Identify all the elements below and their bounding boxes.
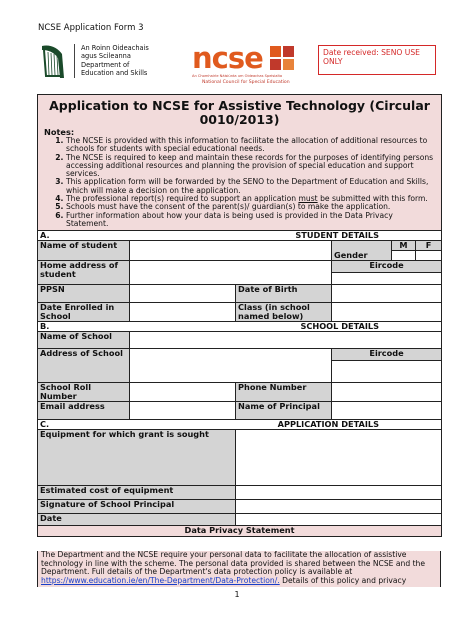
dept-line-3: Department of xyxy=(81,60,130,69)
section-letter: B. xyxy=(40,321,50,332)
privacy-statement xyxy=(37,551,441,587)
page-number: 1 xyxy=(234,590,240,599)
privacy-text: The Department and the NCSE require your personal data to facilitate the allocation of assistive technology in line with the scheme. The personal data provided is shared between the NCSE and the Department. Full details of the Department's data protection policy is available at xyxy=(41,551,426,577)
note-item: 3. This application form will be forwarded by the SENO to the Department of Education and Skills, which will make a decision on the application. xyxy=(66,178,435,195)
department-logo xyxy=(36,44,181,80)
section-letter: C. xyxy=(40,419,50,430)
principal-field[interactable] xyxy=(332,402,442,420)
privacy-text-after: Details of this policy and privacy xyxy=(279,575,407,585)
email-label: Email address xyxy=(38,402,130,420)
class-field[interactable] xyxy=(332,303,442,322)
ncse-irish-name: An Chomhairle Náisiúnta um Oideachas Speisialta xyxy=(192,74,283,78)
section-c-header xyxy=(38,420,442,430)
dob-label: Date of Birth xyxy=(236,285,332,303)
equipment-field[interactable] xyxy=(236,430,442,486)
ppsn-field[interactable] xyxy=(130,285,236,303)
dept-line-4: Education and Skills xyxy=(81,69,148,78)
dept-line-2: agus Scileanna xyxy=(81,52,131,61)
student-address-field[interactable] xyxy=(130,261,332,285)
phone-field[interactable] xyxy=(332,383,442,402)
school-address-label: Address of School xyxy=(38,349,130,383)
gender-f-label: F xyxy=(416,241,442,251)
application-form-table xyxy=(37,94,442,537)
school-name-field[interactable] xyxy=(130,332,442,349)
section-title: SCHOOL DETAILS xyxy=(300,321,380,332)
section-title: STUDENT DETAILS xyxy=(295,230,380,241)
section-a-header xyxy=(38,231,442,241)
note-text: be submitted with this form. xyxy=(320,194,428,204)
student-eircode-field[interactable] xyxy=(332,273,442,285)
data-protection-link[interactable]: https://www.education.ie/en/The-Department/Data-Protection/. xyxy=(41,575,280,585)
ncse-english-name: National Council for Special Education xyxy=(202,80,290,85)
date-enrolled-field[interactable] xyxy=(130,303,236,322)
form-title: Application to NCSE for Assistive Technology (Circular 0010/2013) xyxy=(49,98,430,127)
note-item: 1. The NCSE is provided with this information to facilitate the allocation of additional resources to schools for students with special educational needs. xyxy=(66,137,435,154)
cost-label: Estimated cost of equipment xyxy=(38,486,236,500)
signature-field[interactable] xyxy=(236,500,442,514)
student-eircode-label: Eircode xyxy=(332,261,442,273)
school-address-field[interactable] xyxy=(130,349,332,383)
school-eircode-field[interactable] xyxy=(332,361,442,383)
signature-label: Signature of School Principal xyxy=(38,500,236,514)
class-label: Class (in school named below) xyxy=(236,303,332,322)
equipment-label: Equipment for which grant is sought xyxy=(38,430,236,486)
note-item: 5. Schools must have the consent of the parent(s)/ guardian(s) to make the application. xyxy=(66,203,435,211)
cost-field[interactable] xyxy=(236,486,442,500)
form-number: NCSE Application Form 3 xyxy=(38,23,144,33)
notes-list xyxy=(44,137,435,228)
harp-icon xyxy=(36,44,68,80)
date-label: Date xyxy=(38,514,236,526)
ppsn-label: PPSN xyxy=(38,285,130,303)
student-name-field[interactable] xyxy=(130,241,332,261)
notes-heading: Notes: xyxy=(44,127,75,137)
student-name-label: Name of student xyxy=(38,241,130,261)
dept-line-1: An Roinn Oideachais xyxy=(81,44,149,52)
title-notes-cell xyxy=(38,95,442,231)
section-letter: A. xyxy=(40,230,50,241)
date-enrolled-label: Date Enrolled in School xyxy=(38,303,130,322)
gender-m-label: M xyxy=(392,241,416,251)
note-emphasis: must xyxy=(298,194,318,204)
department-name xyxy=(74,44,149,78)
gender-m-checkbox[interactable] xyxy=(392,251,416,261)
roll-number-label: School Roll Number xyxy=(38,383,130,402)
ncse-squares-icon xyxy=(270,46,294,70)
date-received-box: Date received: SENO USE ONLY xyxy=(318,45,436,75)
school-eircode-label: Eircode xyxy=(332,349,442,361)
student-address-label: Home address of student xyxy=(38,261,130,285)
principal-label: Name of Principal xyxy=(236,402,332,420)
ncse-wordmark: ncse xyxy=(192,41,263,75)
email-field[interactable] xyxy=(130,402,236,420)
section-title: APPLICATION DETAILS xyxy=(277,419,380,430)
ncse-logo xyxy=(192,42,302,88)
gender-f-checkbox[interactable] xyxy=(416,251,442,261)
date-field[interactable] xyxy=(236,514,442,526)
note-item: 6. Further information about how your data is being used is provided in the Data Privacy Statement. xyxy=(66,212,435,229)
note-item: 2. The NCSE is required to keep and maintain these records for the purposes of identifying persons accessing additional resources and planning the provision of special education and support services. xyxy=(66,154,435,179)
school-name-label: Name of School xyxy=(38,332,130,349)
phone-label: Phone Number xyxy=(236,383,332,402)
section-b-header xyxy=(38,322,442,332)
gender-label: Gender xyxy=(332,241,392,261)
privacy-heading: Data Privacy Statement xyxy=(38,526,442,537)
dob-field[interactable] xyxy=(332,285,442,303)
note-text: The professional report(s) required to support an application xyxy=(66,194,297,204)
roll-number-field[interactable] xyxy=(130,383,236,402)
